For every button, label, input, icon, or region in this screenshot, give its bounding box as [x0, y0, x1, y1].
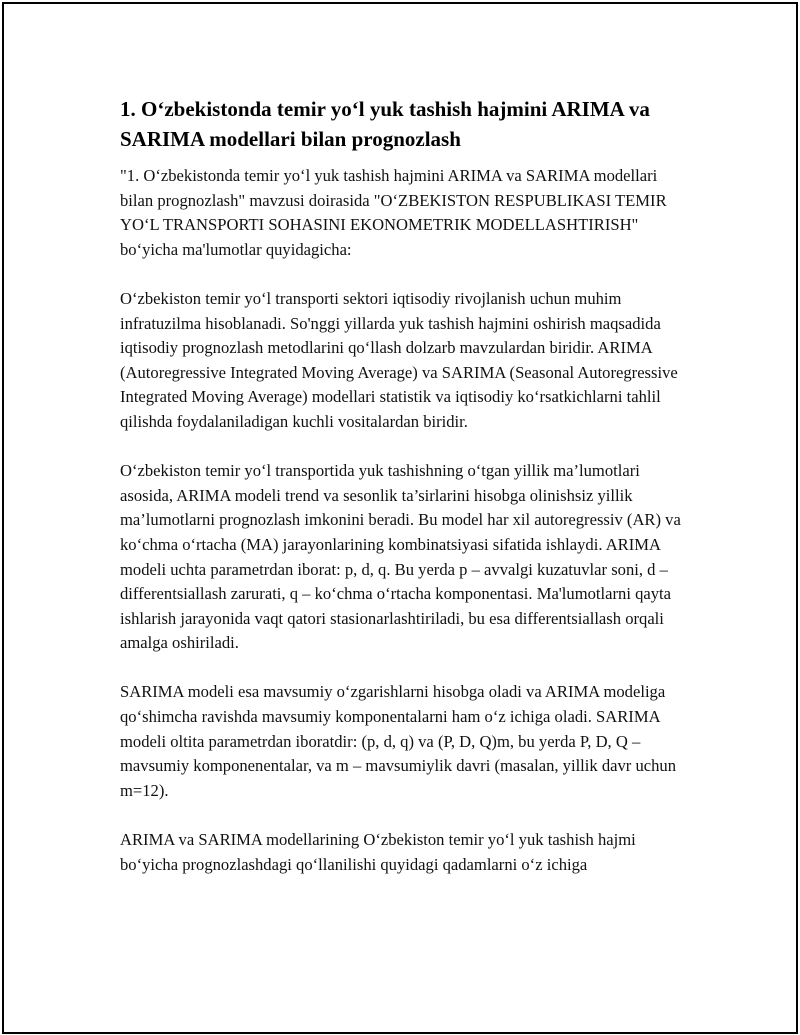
paragraph-arima-model: O‘zbekiston temir yo‘l transportida yuk tashishning o‘tgan yillik ma’lumotlari asosida, ARIMA modeli trend va sesonlik ta’sirlarini hisobga olinishsiz yillik ma’lumotlarni prognozlash imkonini beradi. Bu model har xil autoregressiv (AR) va ko‘chma o‘rtacha (MA) jarayonlarining kombinatsiyasi sifatida ishlaydi. ARIMA modeli uchta parametrdan iborat: p, d, q. Bu yerda p – avvalgi kuzatuvlar soni, d – differentsiallash zarurati, q – ko‘chma o‘rtacha komponentasi. Ma'lumotlarni qayta ishlarish jarayonida vaqt qatori stasionarlashtiriladi, bu esa differentsiallash orqali amalga oshiriladi. [120, 461, 681, 653]
document-title: 1. O‘zbekistonda temir yo‘l yuk tashish hajmini ARIMA va SARIMA modellari bilan prognozlash [120, 97, 650, 151]
document-content [120, 94, 692, 902]
paragraph-sarima-model: SARIMA modeli esa mavsumiy o‘zgarishlarni hisobga oladi va ARIMA modeliga qo‘shimcha ravishda mavsumiy komponentalarni ham o‘z ichiga oladi. SARIMA modeli oltita parametrdan iboratdir: (p, d, q) va (P, D, Q)m, bu yerda P, D, Q – mavsumiy komponenentalar, va m – mavsumiylik davri (masalan, yillik davr uchun m=12). [120, 682, 677, 800]
page-frame [2, 2, 798, 1034]
paragraph-intro: "1. O‘zbekistonda temir yo‘l yuk tashish hajmini ARIMA va SARIMA modellari bilan prognozlash" mavzusi doirasida "O‘ZBEKISTON RESPUBLIKASI TEMIR YO‘L TRANSPORTI SOHASINI EKONOMETRIK MODELLASHTIRISH" bo‘yicha ma'lumotlar quyidagicha: [120, 166, 667, 259]
paragraph-application: ARIMA va SARIMA modellarining O‘zbekiston temir yo‘l yuk tashish hajmi bo‘yicha prognozlashdagi qo‘llanilishi quyidagi qadamlarni o‘z ichiga [120, 830, 636, 874]
paragraph-railway-sector: O‘zbekiston temir yo‘l transporti sektori iqtisodiy rivojlanish uchun muhim infratuzilma hisoblanadi. So'nggi yillarda yuk tashish hajmini oshirish maqsadida iqtisodiy prognozlash metodlarini qo‘llash dolzarb mavzulardan biridir. ARIMA (Autoregressive Integrated Moving Average) va SARIMA (Seasonal Autoregressive Integrated Moving Average) modellari statistik va iqtisodiy ko‘rsatkichlarni tahlil qilishda foydalaniladigan kuchli vositalardan biridir. [120, 288, 678, 431]
